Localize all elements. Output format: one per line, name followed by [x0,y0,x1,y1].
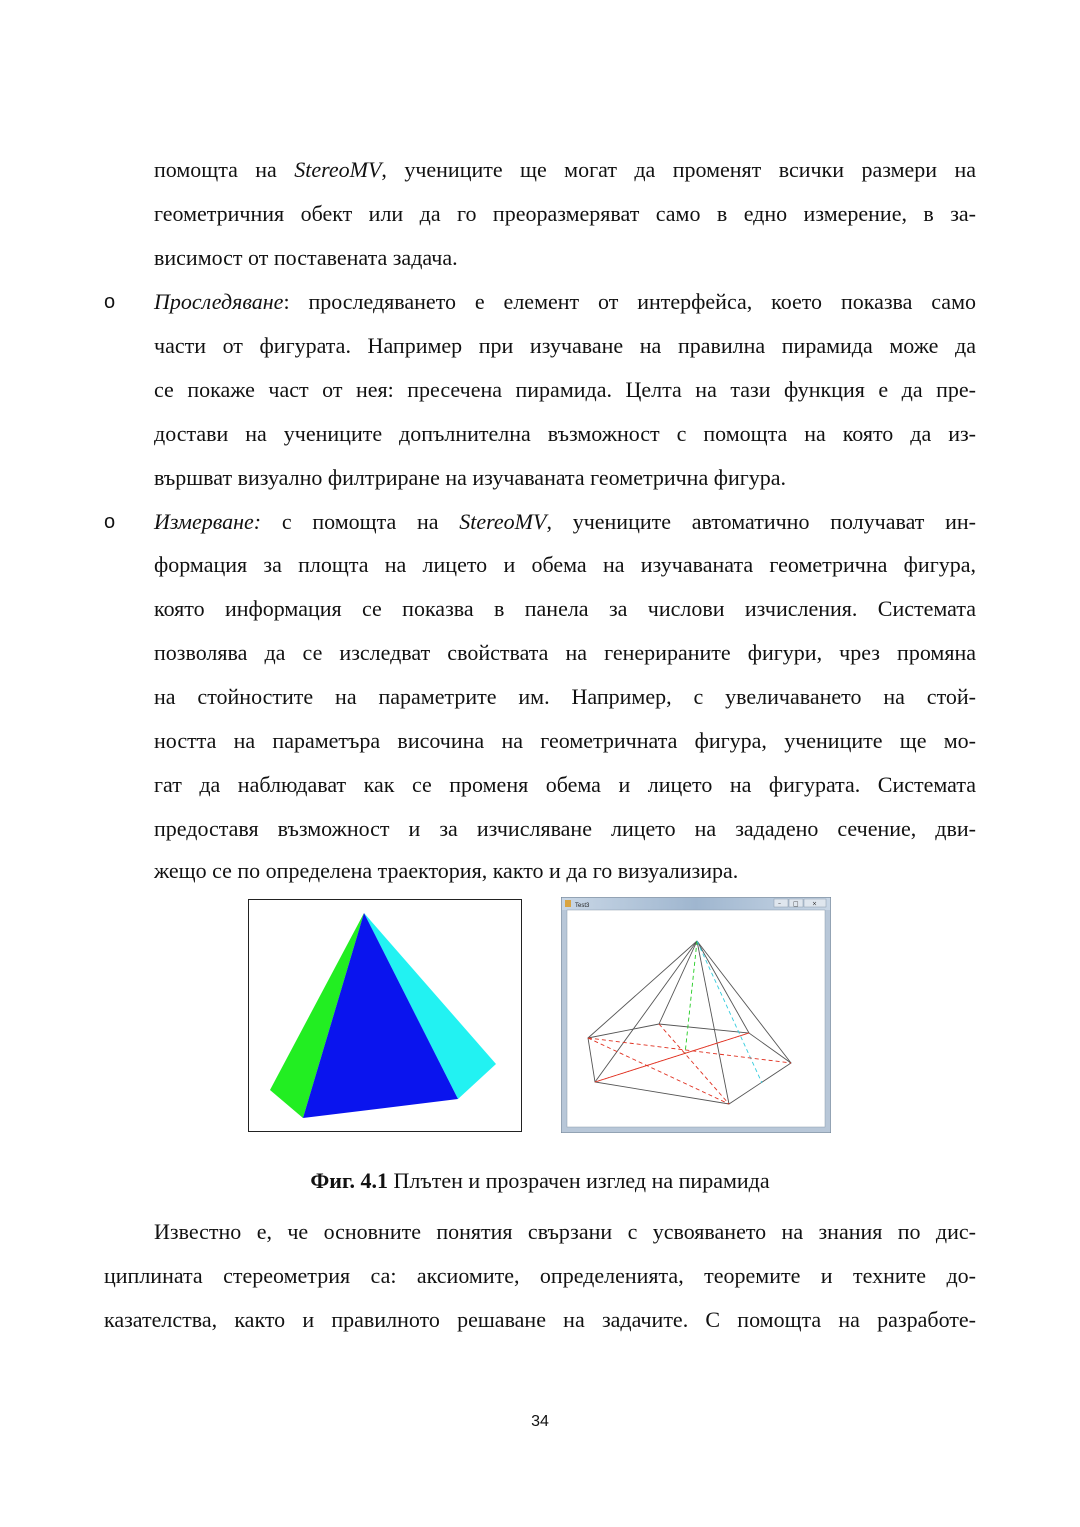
bullet2-line6: ността на параметъра височина на геометричната фигура, учениците ще мо- [154,728,976,753]
solid-pyramid-figure [248,899,522,1132]
figure-caption: Фиг. 4.1 Плътен и прозрачен изглед на пирамида [310,1168,770,1193]
bullet1-line1: Проследяване: проследяването е елемент от интерфейса, което показва само [154,289,976,314]
bullet2-line7: гат да наблюдават как се променя обема и лицето на фигурата. Системата [154,772,976,797]
bullet1-line3: се покаже част от нея: пресечена пирамида. Целта на тази функция е да пре- [154,377,976,402]
bullet2-line8: предоставя възможност и за изчисляване лицето на зададено сечение, дви- [154,816,976,841]
bullet2-line5: на стойностите на параметрите им. Например, с увеличаването на стой- [154,684,976,709]
wireframe-pyramid-window [561,897,831,1133]
bullet-marker: o [104,511,116,533]
bullet1-line4: достави на учениците допълнителна възможност с помощта на която да из- [154,421,976,446]
app-icon [565,900,571,907]
page-number: 34 [531,1413,549,1430]
close-icon: × [812,900,818,908]
paragraph1-line2: геометричния обект или да го преоразмеряват само в едно измерение, в за- [154,201,976,226]
window-controls[interactable] [774,899,826,908]
bullet2-line4: позволява да се изследват свойствата на генерираните фигури, чрез промяна [154,640,976,665]
bullet2-line1: Измерване: с помощта на StereoMV, учениците автоматично получават ин- [154,509,977,534]
paragraph2-line3: казателства, както и правилното решаване на задачите. С помощта на разработе- [104,1307,976,1332]
minimize-button[interactable] [774,899,788,907]
maximize-icon: □ [793,900,799,908]
bullet1-line2: части от фигурата. Например при изучаване на правилна пирамида може да [154,333,976,358]
wireframe-pyramid-image [561,897,831,1133]
bullet2-line3: която информация се показва в панела за числови изчисления. Системата [154,596,976,621]
paragraph2-line2: циплината стереометрия са: аксиомите, определенията, теоремите и техните до- [104,1263,976,1288]
bullet-marker: o [104,291,116,313]
paragraph1-line3: висимост от поставената задача. [154,245,458,270]
paragraph2-line1: Известно е, че основните понятия свързани с усвояването на знания по дис- [154,1219,976,1244]
bullet2-line2: формация за площта на лицето и обема на изучаваната геометрична фигура, [154,552,976,577]
window-title: Test3 [575,903,590,909]
solid-pyramid-image [248,899,522,1132]
bullet1-line5: вършват визуално филтриране на изучаваната геометрична фигура. [154,465,787,490]
bullet2-line9: жещо се по определена траектория, както и да го визуализира. [154,858,739,883]
paragraph1-line1: помощта на StereoMV, учениците ще могат да променят всички размери на [154,157,977,182]
minimize-icon: – [778,900,781,908]
